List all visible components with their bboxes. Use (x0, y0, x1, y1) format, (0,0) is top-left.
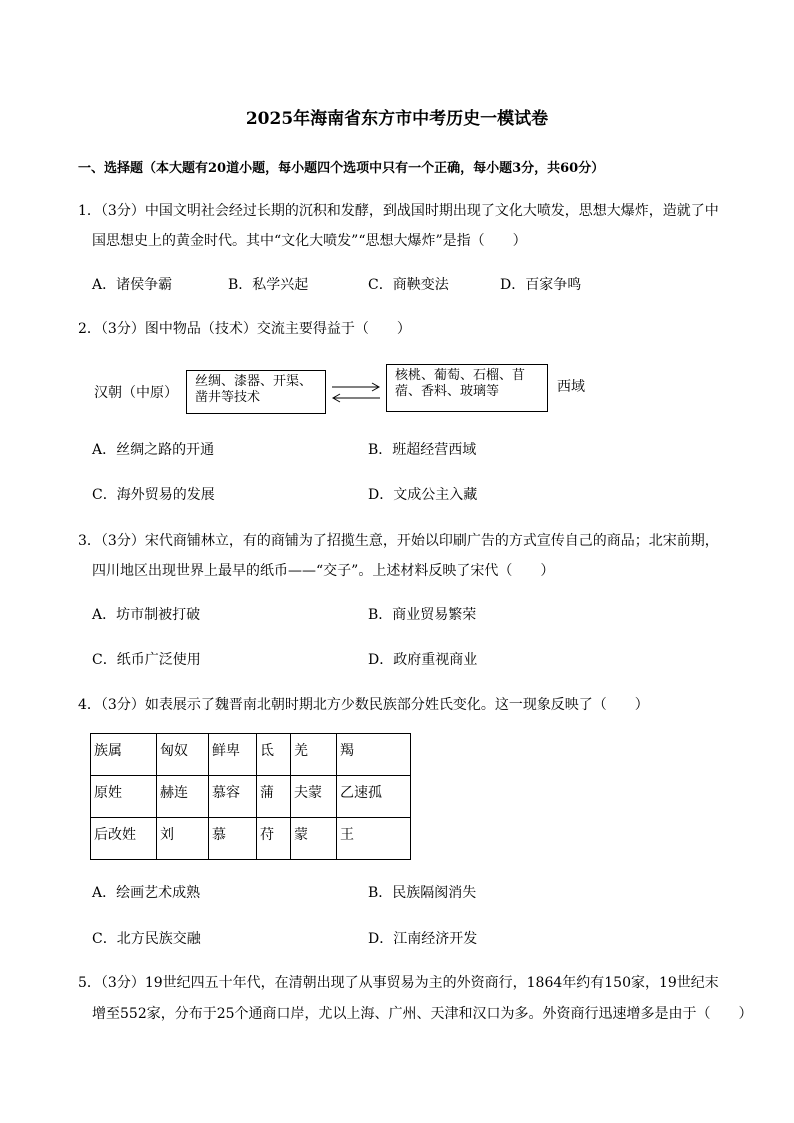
question-1-option-d[interactable]: D．百家争鸣 (500, 277, 582, 293)
question-2-line-1: 2．（3分）图中物品（技术）交流主要得益于（ ） (78, 321, 411, 337)
table-cell: 族属 (91, 734, 157, 776)
diagram-left-box: 丝绸、漆器、开渠、凿井等技术 (186, 370, 326, 414)
question-4-option-d[interactable]: D．江南经济开发 (368, 931, 478, 947)
diagram-right-label: 西域 (557, 379, 585, 395)
table-cell: 夫蒙 (291, 776, 337, 818)
question-1-line-2: 国思想史上的黄金时代。其中“文化大喷发”“思想大爆炸”是指（ ） (92, 233, 527, 249)
question-4-option-a[interactable]: A．绘画艺术成熟 (92, 885, 201, 901)
table-cell: 匈奴 (157, 734, 209, 776)
table-cell: 苻 (257, 818, 291, 860)
surname-table (90, 733, 411, 860)
section-heading: 一、选择题（本大题有20道小题，每小题四个选项中只有一个正确，每小题3分，共60分） (78, 161, 605, 176)
table-row (91, 818, 411, 860)
question-3-line-1: 3．（3分）宋代商铺林立，有的商铺为了招揽生意，开始以印刷广告的方式宣传自己的商品；北宋前期， (78, 533, 719, 549)
question-4-option-b[interactable]: B．民族隔阂消失 (368, 885, 477, 901)
table-cell: 赫连 (157, 776, 209, 818)
diagram-right-box: 核桃、葡萄、石榴、苜蓿、香料、玻璃等 (386, 364, 548, 412)
question-4-line-1: 4．（3分）如表展示了魏晋南北朝时期北方少数民族部分姓氏变化。这一现象反映了（ ） (78, 697, 649, 713)
table-row (91, 776, 411, 818)
table-cell: 羯 (337, 734, 411, 776)
table-row (91, 734, 411, 776)
table-cell: 羌 (291, 734, 337, 776)
table-cell: 原姓 (91, 776, 157, 818)
table-cell: 王 (337, 818, 411, 860)
diagram-left-label: 汉朝（中原） (94, 385, 178, 401)
question-3-line-2: 四川地区出现世界上最早的纸币——“交子”。上述材料反映了宋代（ ） (92, 563, 555, 579)
table-cell: 刘 (157, 818, 209, 860)
question-3-option-d[interactable]: D．政府重视商业 (368, 652, 478, 668)
table-cell: 蒙 (291, 818, 337, 860)
table-cell: 乙速孤 (337, 776, 411, 818)
question-1-option-c[interactable]: C．商鞅变法 (368, 277, 449, 293)
question-1-option-b[interactable]: B．私学兴起 (228, 277, 309, 293)
question-1-line-1: 1．（3分）中国文明社会经过长期的沉积和发酵，到战国时期出现了文化大喷发，思想大爆炸，造就了中 (78, 203, 719, 219)
page-title: 2025年海南省东方市中考历史一模试卷 (245, 109, 549, 129)
question-2-option-b[interactable]: B．班超经营西域 (368, 442, 477, 458)
question-2-option-c[interactable]: C．海外贸易的发展 (92, 487, 215, 503)
table-cell: 鲜卑 (209, 734, 257, 776)
question-5-line-2: 增至552家，分布于25个通商口岸，尤以上海、广州、天津和汉口为多。外资商行迅速增多是由于（ ） (92, 1006, 753, 1022)
question-4-option-c[interactable]: C．北方民族交融 (92, 931, 201, 947)
question-5-line-1: 5．（3分）19世纪四五十年代，在清朝出现了从事贸易为主的外资商行，1864年约有150家，19世纪末 (78, 975, 719, 991)
exchange-arrows-icon (330, 380, 382, 404)
question-3-option-b[interactable]: B．商业贸易繁荣 (368, 607, 477, 623)
table-cell: 氐 (257, 734, 291, 776)
question-3-option-c[interactable]: C．纸币广泛使用 (92, 652, 201, 668)
table-cell: 慕 (209, 818, 257, 860)
table-cell: 慕容 (209, 776, 257, 818)
question-2-option-a[interactable]: A．丝绸之路的开通 (92, 442, 215, 458)
table-cell: 蒲 (257, 776, 291, 818)
question-1-option-a[interactable]: A．诸侯争霸 (92, 277, 173, 293)
table-cell: 后改姓 (91, 818, 157, 860)
question-3-option-a[interactable]: A．坊市制被打破 (92, 607, 201, 623)
question-2-option-d[interactable]: D．文成公主入藏 (368, 487, 478, 503)
